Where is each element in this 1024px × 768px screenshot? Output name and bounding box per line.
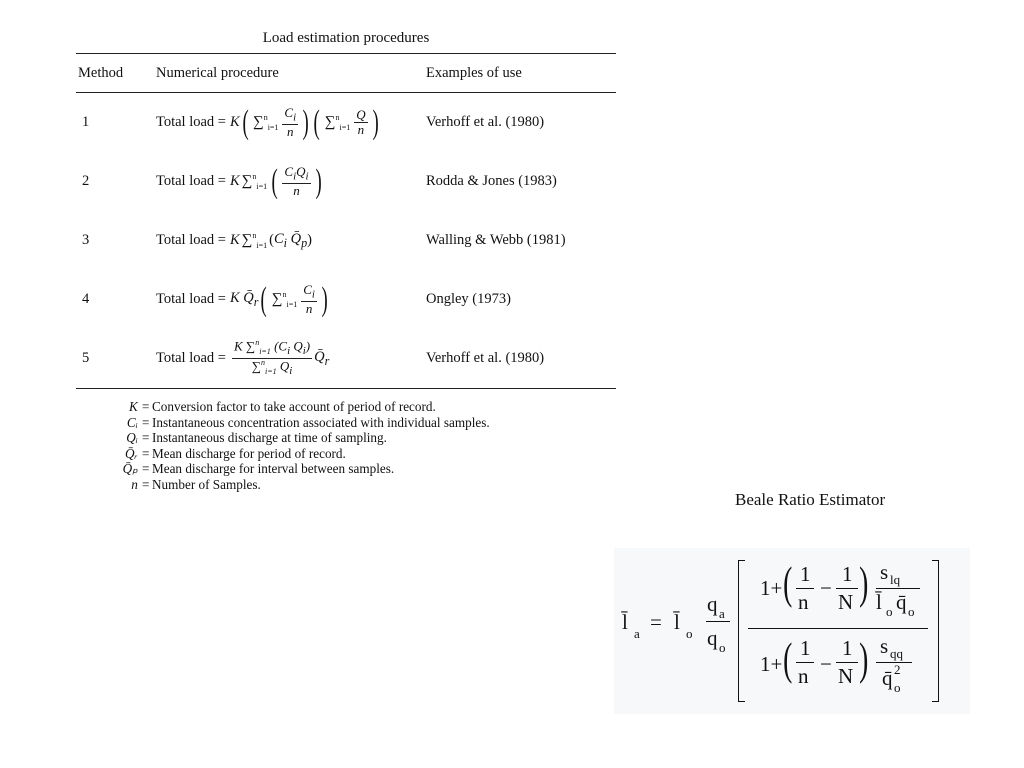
beale-formula-panel xyxy=(614,548,970,714)
procedure-formula: Total load = K ∑$^n_{i=1}$ ( $C_i$ $Q̄_p$ ) xyxy=(156,230,312,250)
method-number: 1 xyxy=(82,114,90,130)
load-estimation-table xyxy=(76,30,616,492)
procedure-formula: Total load = K $Q̄_r$ ( ∑$^n_{i=1}$ $\frac{C_i}{n}$ ) xyxy=(156,280,328,318)
note-item xyxy=(116,399,616,415)
procedure-label: Total load = xyxy=(156,350,226,366)
procedure-formula: Total load = $\frac{K \sum^n_{i=1} (C_i Q_i)}{\sum^n_{i=1} Q_i}$ $Q̄_r$ xyxy=(156,338,330,377)
method-number: 4 xyxy=(82,291,90,307)
procedure-label: Total load = xyxy=(156,231,226,248)
note-text: Instantaneous concentration associated with individual samples. xyxy=(152,414,490,430)
procedure-formula: Total load = K ∑$^n_{i=1}$ ( $\frac{C_iQ_i}{n}$ ) xyxy=(156,162,322,200)
header-procedure: Numerical procedure xyxy=(156,64,279,81)
table-title: Load estimation procedures xyxy=(262,30,430,46)
example-citation: Verhoff et al. (1980) xyxy=(426,350,545,366)
table-row xyxy=(76,93,616,152)
note-text: Conversion factor to take account of period of record. xyxy=(152,399,436,414)
bottom-rule xyxy=(76,388,616,389)
note-item xyxy=(116,477,616,493)
table-row xyxy=(76,270,616,329)
table-notes xyxy=(76,399,616,492)
note-symbol: K = xyxy=(129,399,150,414)
table-row xyxy=(76,329,616,388)
note-symbol: n = xyxy=(131,476,150,492)
table-row xyxy=(76,211,616,270)
header-examples: Examples of use xyxy=(426,64,522,81)
procedure-label: Total load = xyxy=(156,291,226,307)
procedure-formula: Total load = K ( ∑$^n_{i=1}$ $\frac{C_i}{n}$ ) ( ∑$^n_{i=1}$ $\frac{Q}{n}$ ) xyxy=(156,103,379,141)
note-symbol: Cᵢ = xyxy=(126,414,150,430)
method-number: 2 xyxy=(82,173,90,189)
procedure-label: Total load = xyxy=(156,173,226,189)
procedure-label: Total load = xyxy=(156,114,226,130)
example-citation: Walling & Webb (1981) xyxy=(426,232,566,248)
note-item xyxy=(116,430,616,446)
method-number: 3 xyxy=(82,232,90,248)
note-item xyxy=(116,415,616,431)
example-citation: Rodda & Jones (1983) xyxy=(426,173,557,189)
note-item xyxy=(116,461,616,477)
example-citation: Ongley (1973) xyxy=(426,291,511,307)
table-header-row xyxy=(76,54,616,92)
beale-ratio-label: Beale Ratio Estimator xyxy=(735,490,886,509)
note-symbol: Q̄ᵣ = xyxy=(125,445,150,461)
header-method: Method xyxy=(78,64,124,81)
beale-formula: l̄ a = l̄ o q a q o 1+ ( 1 n − 1 N ) s lq l̄ o q̄ o 1+ ( 1 n − 1 N ) s qq q̄ 2 o xyxy=(614,548,970,714)
note-symbol: Q̄ₚ = xyxy=(122,461,150,476)
note-text: Instantaneous discharge at time of sampling. xyxy=(152,430,387,445)
note-text: Number of Samples. xyxy=(152,476,261,492)
note-text: Mean discharge for interval between samples. xyxy=(152,461,395,476)
example-citation: Verhoff et al. (1980) xyxy=(426,114,545,130)
note-symbol: Qᵢ = xyxy=(126,430,150,445)
note-item xyxy=(116,446,616,462)
method-number: 5 xyxy=(82,350,90,366)
note-text: Mean discharge for period of record. xyxy=(152,445,346,461)
table-row xyxy=(76,152,616,211)
